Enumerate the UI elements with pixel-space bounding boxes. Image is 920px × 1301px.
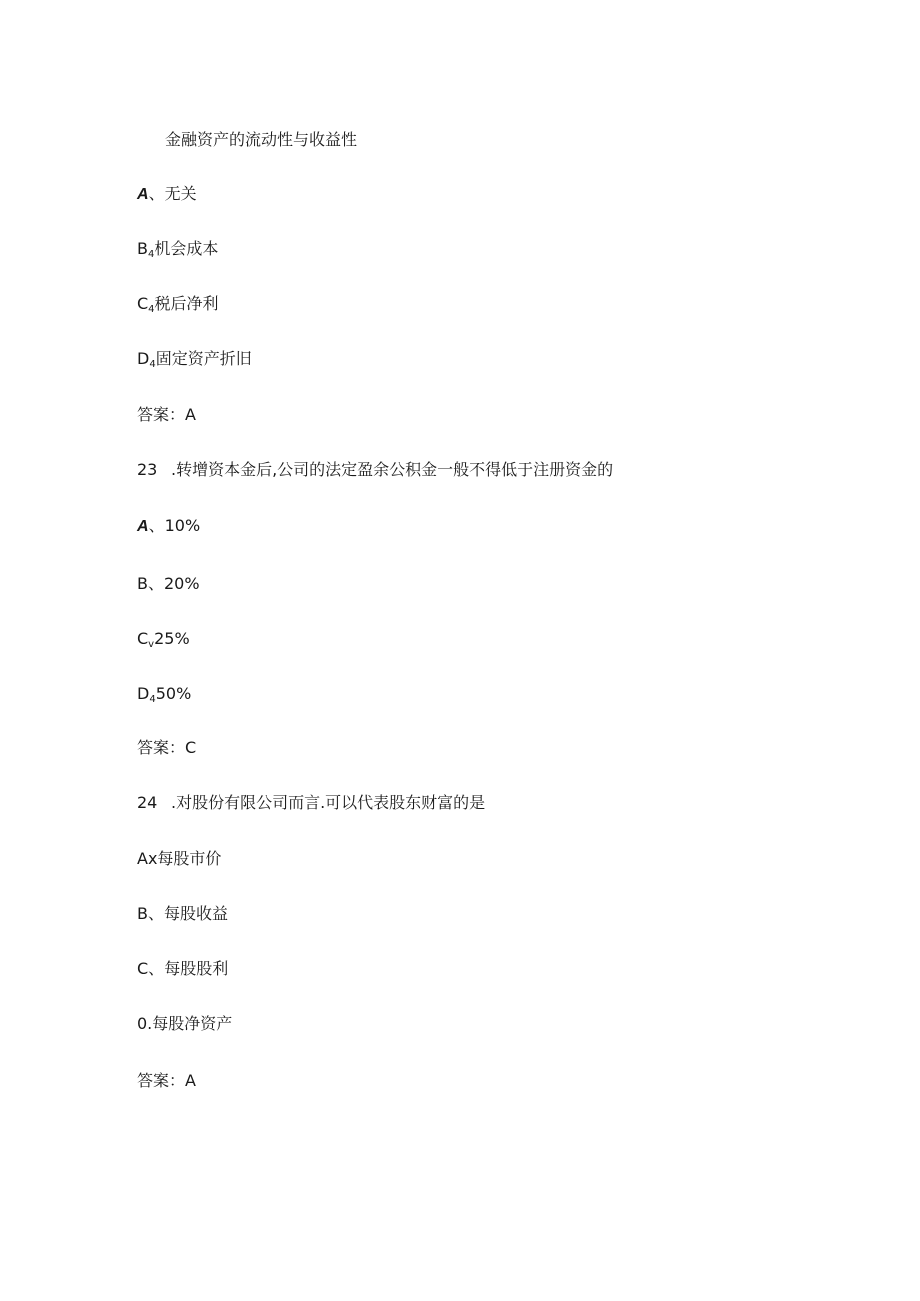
question-stem-text: .转增资本金后,公司的法定盈余公积金一般不得低于注册资金的: [171, 460, 614, 479]
option-letter: B: [137, 574, 148, 593]
option-d: [137, 683, 191, 711]
option-d: [137, 1013, 232, 1035]
option-letter: B、: [137, 904, 164, 923]
answer-line: [137, 404, 196, 426]
question-number: 24: [137, 793, 158, 812]
option-text: 每股市价: [157, 849, 222, 868]
option-letter: A: [137, 518, 149, 535]
option-text: 20%: [164, 574, 200, 593]
option-letter: A: [137, 186, 149, 203]
option-c: [137, 958, 228, 980]
option-letter: Ax: [137, 849, 158, 868]
answer-label: 答案：: [137, 405, 186, 424]
option-letter: D: [137, 684, 150, 703]
question-stem: [165, 129, 357, 151]
option-text: 机会成本: [154, 239, 219, 258]
option-text: 每股净资产: [152, 1014, 233, 1033]
option-a: [137, 848, 221, 870]
option-c: [137, 628, 190, 656]
option-d: [137, 348, 252, 376]
question-stem-text: 金融资产的流动性与收益性: [165, 130, 358, 149]
option-separator: 4: [149, 694, 156, 705]
option-letter: D: [137, 349, 150, 368]
option-c: [137, 293, 219, 321]
option-text: 税后净利: [154, 294, 219, 313]
question-23: [137, 459, 613, 481]
option-b: [137, 238, 218, 266]
answer-value: A: [185, 1071, 196, 1090]
option-letter: C、: [137, 959, 165, 978]
question-stem-text: .对股份有限公司而言.可以代表股东财富的是: [171, 793, 486, 812]
option-b: [137, 573, 200, 595]
option-text: 50%: [155, 684, 192, 703]
option-separator: 、: [148, 184, 165, 203]
option-text: 固定资产折旧: [155, 349, 252, 368]
question-number: 23: [137, 460, 158, 479]
option-separator: 、: [148, 516, 165, 535]
question-24: [137, 792, 485, 814]
option-separator: 4: [149, 359, 156, 370]
answer-label: 答案：: [137, 1071, 186, 1090]
answer-value: C: [185, 738, 197, 757]
option-letter: B: [137, 239, 148, 258]
option-a: [137, 515, 200, 538]
option-letter: 0.: [137, 1014, 153, 1033]
option-separator: 4: [147, 249, 155, 260]
option-letter: C: [137, 629, 149, 648]
option-text: 每股收益: [163, 904, 228, 923]
option-text: 无关: [164, 184, 197, 203]
answer-line: [137, 1070, 196, 1092]
option-text: 10%: [164, 516, 201, 535]
option-letter: C: [137, 294, 149, 313]
option-separator: 4: [148, 304, 155, 315]
answer-value: A: [185, 405, 196, 424]
option-text: 25%: [154, 629, 190, 648]
answer-line: [137, 737, 196, 759]
answer-label: 答案：: [137, 738, 186, 757]
option-separator: 、: [147, 574, 164, 593]
option-text: 每股股利: [164, 959, 229, 978]
option-b: [137, 903, 228, 925]
option-a: [137, 183, 197, 206]
option-separator: v: [148, 639, 155, 650]
